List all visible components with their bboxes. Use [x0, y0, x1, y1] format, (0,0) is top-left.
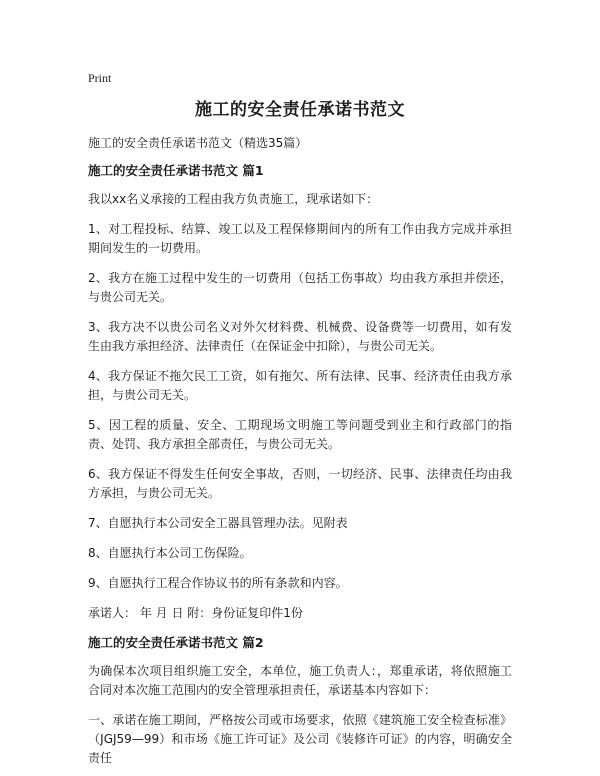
- page-title: 施工的安全责任承诺书范文: [195, 100, 405, 120]
- paragraph: 4、我方保证不拖欠民工工资，如有拖欠、所有法律、民事、经济责任由我方承担，与贵公司无关。: [88, 369, 512, 402]
- paragraph: 我以xx名义承接的工程由我方负责施工，现承诺如下：: [88, 192, 379, 206]
- paragraph: 9、自愿执行工程合作协议书的所有条款和内容。: [88, 576, 348, 590]
- paragraph: 5、因工程的质量、安全、工期现场文明施工等问题受到业主和行政部门的指责、处罚、我方承担全部责任，与贵公司无关。: [88, 418, 512, 451]
- paragraph: 1、对工程投标、结算、竣工以及工程保修期间内的所有工作由我方完成并承担期间发生的一切费用。: [88, 222, 512, 255]
- paragraph: 6、我方保证不得发生任何安全事故，否则，一切经济、民事、法律责任均由我方承担，与贵公司无关。: [88, 467, 512, 500]
- paragraph: 一、承诺在施工期间，严格按公司或市场要求，依照《建筑施工安全检查标准》（JGJ59—99）和市场《施工许可证》及公司《装修许可证》的内容，明确安全责任: [88, 713, 512, 765]
- section-heading-1: 施工的安全责任承诺书范文 篇1: [88, 163, 264, 178]
- print-link[interactable]: Print: [88, 71, 112, 85]
- paragraph: 为确保本次项目组织施工安全，本单位，施工负责人：，郑重承诺，将依照施工合同对本次施工范围内的安全管理承担责任，承诺基本内容如下：: [88, 664, 512, 697]
- paragraph: 2、我方在施工过程中发生的一切费用（包括工伤事故）均由我方承担并偿还，与贵公司无关。: [88, 271, 512, 304]
- document-subtitle: 施工的安全责任承诺书范文（精选35篇）: [88, 136, 308, 150]
- paragraph: 8、自愿执行本公司工伤保险。: [88, 546, 252, 560]
- document-content: [88, 98, 512, 768]
- paragraph: 7、自愿执行本公司安全工器具管理办法。见附表: [88, 516, 348, 530]
- section-heading-2: 施工的安全责任承诺书范文 篇2: [88, 635, 264, 650]
- paragraph: 3、我方决不以贵公司名义对外欠材料费、机械费、设备费等一切费用，如有发生由我方承担经济、法律责任（在保证金中扣除），与贵公司无关。: [88, 320, 512, 353]
- signature-line: 承诺人： 年 月 日 附：身份证复印件1份: [88, 606, 303, 620]
